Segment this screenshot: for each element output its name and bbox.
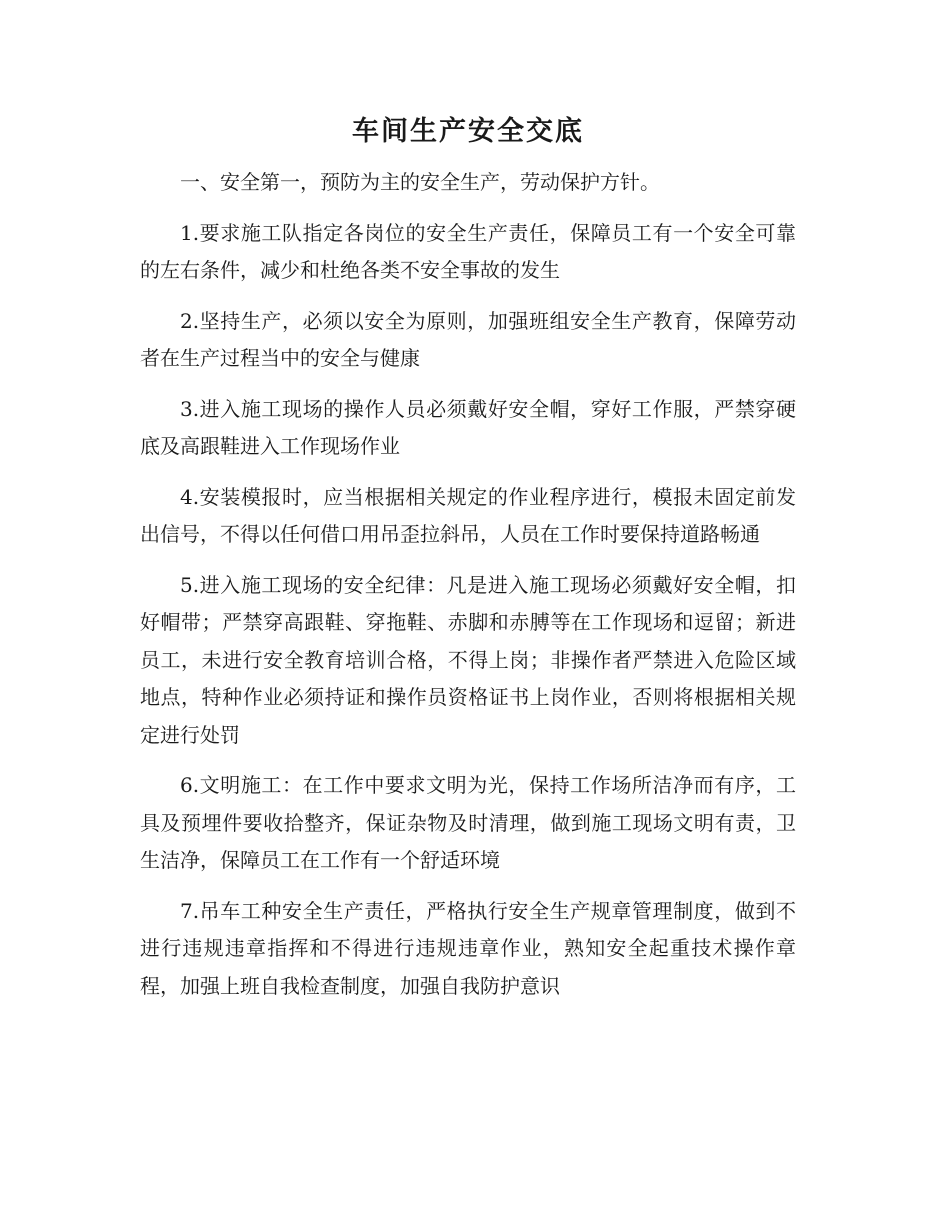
document-body [140,112,796,1005]
paragraph-item-3: 3.进入施工现场的操作人员必须戴好安全帽，穿好工作服，严禁穿硬底及高跟鞋进入工作现场作业 [140,396,796,458]
paragraph-item-5: 5.进入施工现场的安全纪律：凡是进入施工现场必须戴好安全帽，扣好帽带；严禁穿高跟鞋、穿拖鞋、赤脚和赤膊等在工作现场和逗留；新进员工，未进行安全教育培训合格，不得上岗；非操作者严禁进入危险区域地点，特种作业必须持证和操作员资格证书上岗作业，否则将根据相关规定进行处罚 [140,572,796,747]
paragraph-item-4: 4.安装模报时，应当根据相关规定的作业程序进行，模报未固定前发出信号，不得以任何借口用吊歪拉斜吊，人员在工作时要保持道路畅通 [140,484,796,546]
paragraph-item-1: 1.要求施工队指定各岗位的安全生产责任，保障员工有一个安全可靠的左右条件，减少和杜绝各类不安全事故的发生 [140,220,796,282]
paragraph-item-7: 7.吊车工种安全生产责任，严格执行安全生产规章管理制度，做到不进行违规违章指挥和不得进行违规违章作业，熟知安全起重技术操作章程，加强上班自我检查制度，加强自我防护意识 [140,898,796,998]
document-title: 车间生产安全交底 [352,116,584,147]
paragraph-safety-policy: 一、安全第一，预防为主的安全生产，劳动保护方针。 [180,170,660,194]
paragraph-item-6: 6.文明施工：在工作中要求文明为光，保持工作场所洁净而有序，工具及预埋件要收拾整齐，保证杂物及时清理，做到施工现场文明有责，卫生洁净，保障员工在工作有一个舒适环境 [140,773,796,872]
paragraph-item-2: 2.坚持生产，必须以安全为原则，加强班组安全生产教育，保障劳动者在生产过程当中的安全与健康 [140,308,796,370]
